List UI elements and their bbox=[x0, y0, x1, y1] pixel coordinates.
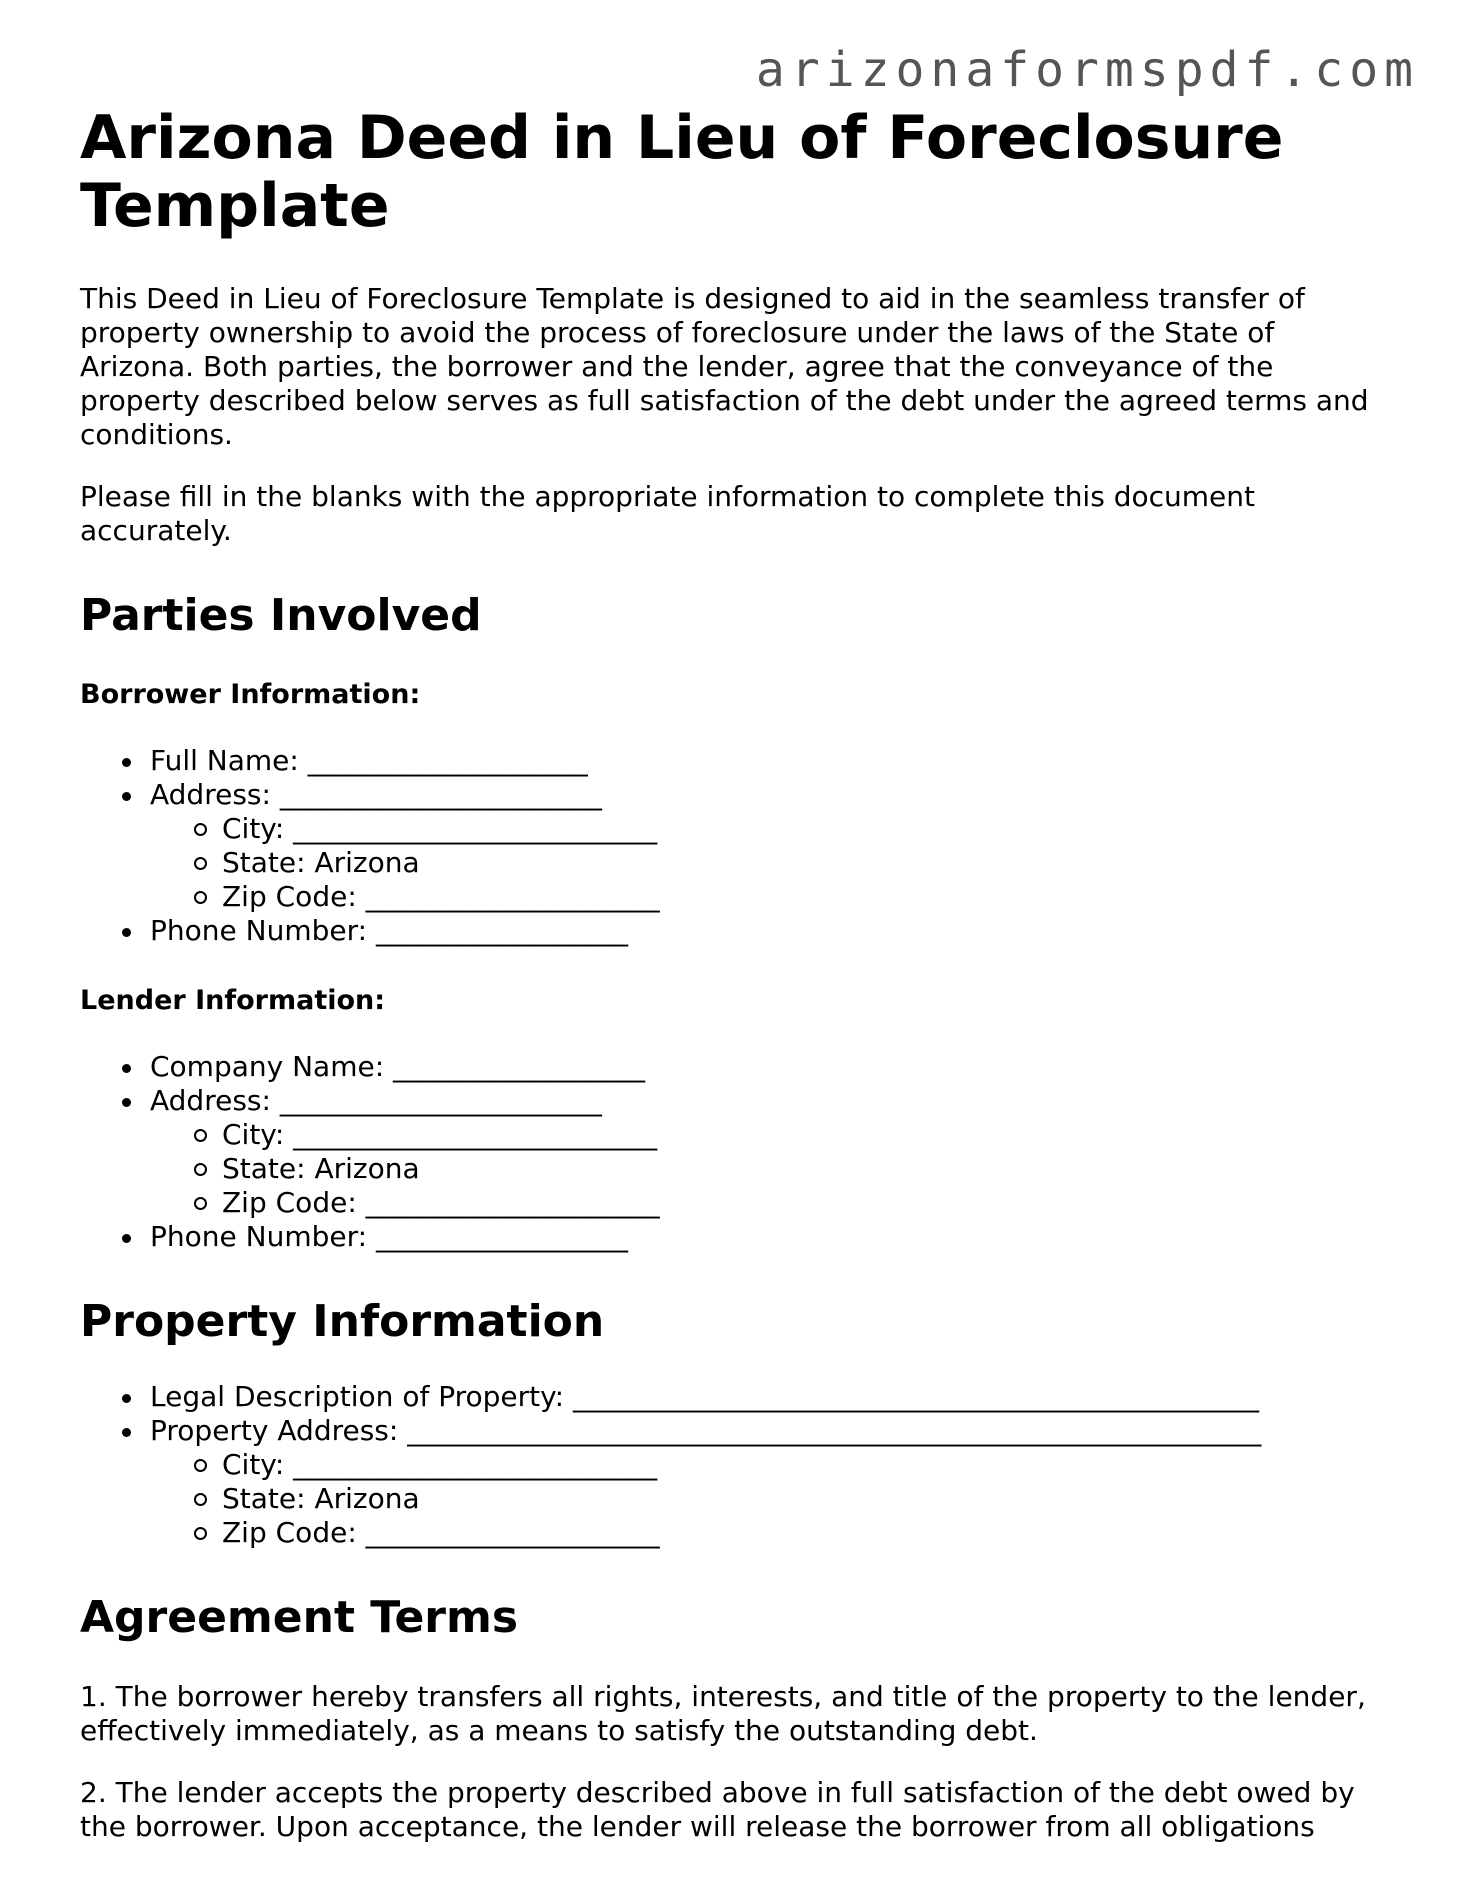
lender-list bbox=[80, 1050, 1380, 1254]
borrower-zip-field: Zip Code: _____________________ bbox=[150, 880, 1380, 914]
property-heading: Property Information bbox=[80, 1296, 605, 1347]
lender-address-item bbox=[80, 1084, 1380, 1220]
instruction-paragraph: Please fill in the blanks with the appropriate information to complete this document accurately. bbox=[80, 480, 1255, 547]
borrower-list bbox=[80, 744, 1380, 948]
borrower-city-field: City: __________________________ bbox=[150, 812, 1380, 846]
borrower-phone-field: Phone Number: __________________ bbox=[80, 914, 1380, 948]
lender-state-field: State: Arizona bbox=[150, 1152, 1380, 1186]
property-legal-description-field: Legal Description of Property: _________________________________________________ bbox=[80, 1380, 1380, 1414]
watermark: arizonaformspdf.com bbox=[755, 42, 1419, 98]
lender-city-field: City: __________________________ bbox=[150, 1118, 1380, 1152]
property-state-field: State: Arizona bbox=[150, 1482, 1380, 1516]
borrower-address-item bbox=[80, 778, 1380, 914]
borrower-address-field: Address: _______________________ bbox=[150, 778, 602, 811]
document-title: Arizona Deed in Lieu of Foreclosure Template bbox=[80, 103, 1284, 241]
terms-heading: Agreement Terms bbox=[80, 1592, 519, 1643]
borrower-address-sublist bbox=[150, 812, 1380, 914]
intro-paragraph: This Deed in Lieu of Foreclosure Template is designed to aid in the seamless transfer of property ownership to avoid the process of foreclosure under the laws of the State of Arizona. Both parties, the borrower and the lender, agree that the conveyance of the property described below serves as full satisfaction of the debt under the agreed terms and conditions. bbox=[80, 282, 1369, 451]
parties-heading: Parties Involved bbox=[80, 590, 482, 641]
document-body bbox=[80, 104, 1380, 1844]
terms-item-2: 2. The lender accepts the property described above in full satisfaction of the debt owed by the borrower. Upon acceptance, the lender will release the borrower from all obligations bbox=[80, 1776, 1355, 1843]
property-address-item bbox=[80, 1414, 1380, 1550]
property-zip-field: Zip Code: _____________________ bbox=[150, 1516, 1380, 1550]
property-address-field: Property Address: _____________________________________________________________ bbox=[150, 1414, 1262, 1447]
lender-address-field: Address: _______________________ bbox=[150, 1084, 602, 1117]
lender-zip-field: Zip Code: _____________________ bbox=[150, 1186, 1380, 1220]
property-address-sublist bbox=[150, 1448, 1380, 1550]
lender-company-field: Company Name: __________________ bbox=[80, 1050, 1380, 1084]
property-city-field: City: __________________________ bbox=[150, 1448, 1380, 1482]
terms-item-1: 1. The borrower hereby transfers all rights, interests, and title of the property to the lender, effectively immediately, as a means to satisfy the outstanding debt. bbox=[80, 1680, 1366, 1747]
lender-address-sublist bbox=[150, 1118, 1380, 1220]
borrower-state-field: State: Arizona bbox=[150, 846, 1380, 880]
property-list bbox=[80, 1380, 1380, 1550]
lender-phone-field: Phone Number: __________________ bbox=[80, 1220, 1380, 1254]
lender-heading: Lender Information: bbox=[80, 985, 386, 1016]
borrower-heading: Borrower Information: bbox=[80, 679, 421, 710]
borrower-full-name-field: Full Name: ____________________ bbox=[80, 744, 1380, 778]
